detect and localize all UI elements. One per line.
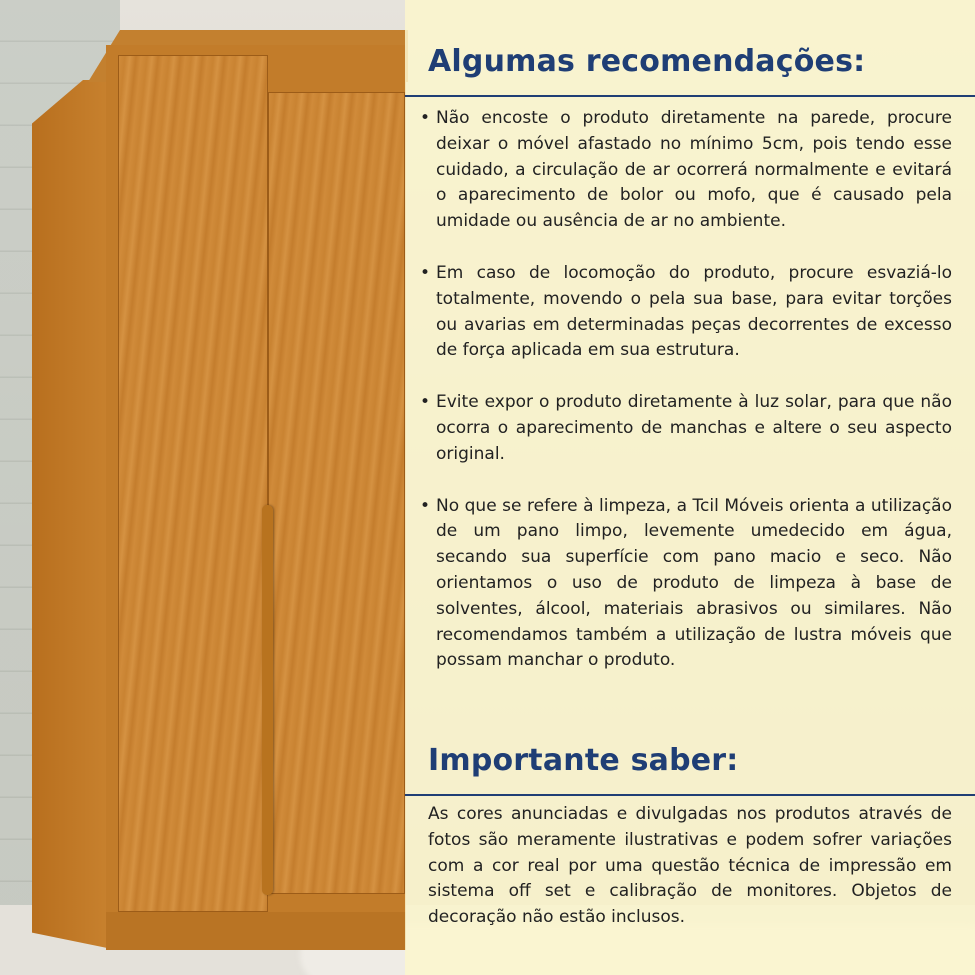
heading-divider	[405, 95, 975, 97]
wardrobe-door-left	[118, 55, 268, 912]
list-item-text: No que se refere à limpeza, a Tcil Móveis orienta a utilização de um pano limpo, levemente umedecido em água, secando sua superfície com pano macio e seco. Não orientamos o uso de produto de limpeza à base de solventes, álcool, materiais abrasivos ou similares. Não recomendamos também a utilização de lustra móveis que possam manchar o produto.	[436, 495, 952, 671]
disclaimer-text: As cores anunciadas e divulgadas nos produtos através de fotos são meramente ilustrativas e podem sofrer variações com a cor real por uma questão técnica de impressão em sistema off set e calibração de monitores. Objetos de decoração não estão inclusos.	[428, 804, 952, 928]
wardrobe-handle	[262, 505, 273, 895]
bullet-icon: •	[420, 495, 431, 516]
list-item-text: Não encoste o produto diretamente na parede, procure deixar o móvel afastado no mínimo 5cm, pois tendo esse cuidado, a circulação de ar ocorrerá normalmente e evitará o aparecimento de bolor ou mofo, que é causado pela umidade ou ausência de ar no ambiente.	[436, 108, 952, 232]
list-item	[412, 390, 952, 467]
important-heading: Importante saber:	[428, 743, 739, 778]
wardrobe-side-panel	[32, 80, 117, 950]
heading-divider	[405, 794, 975, 796]
recommendations-heading: Algumas recomendações:	[428, 44, 866, 79]
wardrobe-door-right	[268, 92, 405, 894]
list-item	[412, 261, 952, 364]
bullet-icon: •	[420, 108, 431, 128]
wardrobe-base	[106, 912, 406, 950]
list-item-text: Evite expor o produto diretamente à luz solar, para que não ocorra o aparecimento de manchas e altere o seu aspecto original.	[436, 392, 952, 464]
list-item	[412, 106, 952, 235]
recommendations-list	[412, 106, 952, 700]
list-item-text: Em caso de locomoção do produto, procure esvaziá-lo totalmente, movendo o pela sua base, para evitar torções ou avarias em determinadas peças decorrentes de excesso de força aplicada em sua estrutura.	[436, 262, 952, 361]
bullet-icon: •	[420, 262, 431, 283]
list-item	[412, 494, 952, 675]
bullet-icon: •	[420, 392, 431, 413]
